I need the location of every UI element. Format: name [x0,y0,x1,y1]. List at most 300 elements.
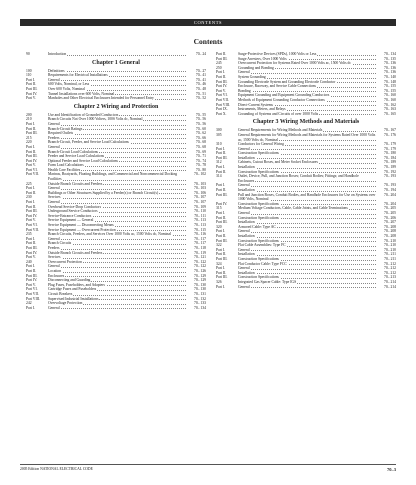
toc-entry-title: Medium Voltage Conductors, Cable, Cable Joints, and Cable Terminations [238,206,348,211]
toc-entry-page: 70– 107 [194,195,206,200]
toc-entry-page: 70– 211 [384,256,396,261]
toc-entry-number: Part VI. [216,93,228,98]
page-title: Contents [193,37,223,46]
toc-entry-number: Part IV. [26,278,38,283]
toc-entry-title: General [238,70,250,75]
toc-entry-title-wrap [238,133,376,142]
toc-entry-page: 70– 62 [195,131,206,136]
toc-entry-number: Part I. [216,247,226,252]
toc-entry-page: 70– 206 [384,215,396,220]
toc-entry-page: 70– 122 [194,264,206,269]
toc-entry-page: 70– 24 [195,52,206,56]
toc-entry-title: Introduction [48,52,67,56]
toc-entry-number: 305 [216,132,222,137]
toc-entry-page: 70– 52 [195,96,206,101]
toc-entry-title-wrap [238,193,376,202]
toc-entry-number: 215 [26,135,32,140]
toc-entry-title: Outlet, Device, Pull, and Junction Boxes; Conduit Bodies; Fittings; and Handhole Enclosures [238,174,359,183]
toc-entry-page: 70– 208 [384,233,396,238]
toc-entry-title: Installation [238,155,255,160]
toc-entry-number: Part III. [216,256,228,261]
toc-entry-title: Installation [238,220,255,225]
toc-entry-title: General [48,236,60,241]
toc-entry-number: Part IV. [26,158,38,163]
toc-entry-title: General [48,200,60,205]
toc-entry-number: Part III. [26,154,38,159]
toc-entry-number: Part III. [216,155,228,160]
toc-entry-number: Part II. [216,233,227,238]
toc-entry-title: Disconnecting and Guarding [48,278,91,283]
toc-entry-title: Feeders [48,245,60,250]
toc-entry-title: Construction Specifications [238,151,279,156]
toc-entry-number: 312 [216,160,222,165]
toc-entry-page: 70– 113 [194,218,206,223]
toc-entry-title: Tunnel Installations over 600 Volts, Nominal [48,91,115,96]
toc-entry-title: Optional Feeder and Service Load Calculations [48,158,118,163]
toc-entry-page: 70– 210 [384,243,396,248]
toc-entry-number: Part III. [26,86,38,91]
toc-entry-page: 70– 136 [384,61,396,66]
toc-entry-page: 70– 107 [194,200,206,205]
toc-entry-page: 70– 179 [384,146,396,151]
toc-entry-number: Part II. [216,74,227,79]
toc-entry-title: Branch Circuits [48,241,72,246]
toc-entry-page: 70– 134 [194,305,206,310]
toc-entry-title: General [48,305,60,310]
toc-entry-number: Part I. [26,264,36,269]
chapter-heading: Chapter 2 Wiring and Protection [73,103,159,110]
toc-entry-page: 70– 162 [384,102,396,107]
toc-entry-title: Underground Service Conductors [48,209,98,214]
toc-entry-page: 70– 117 [194,236,206,241]
toc-entry-page: 70– 189 [384,165,396,170]
toc-entry-number: Part V. [216,88,226,93]
toc-entry-number: 310 [216,142,222,147]
toc-entry-page: 70– 207 [384,220,396,225]
toc-entry-number: Part VIII. [216,102,231,107]
toc-entry-title: General Requirements for Wiring Methods and Materials for Systems Rated Over 1000 Volts ac, 1500 Volts dc, Nominal [238,132,376,142]
toc-entry-number: Part II. [216,169,227,174]
toc-entry-number: Part IV. [216,201,228,206]
toc-entry-page: 70– 122 [194,259,206,264]
toc-entry-page: 70– 136 [384,70,396,75]
toc-entry-title: Direct-Current Systems [238,102,273,107]
toc-entry-title: Construction Specifications [238,256,279,261]
toc-entry-number: 220 [26,140,32,145]
toc-entry-title: Feeders [48,135,60,140]
toc-entry-page: 70– 204 [384,201,396,206]
toc-entry-title: General [238,146,250,151]
toc-entry-page: 70– 176 [384,132,396,137]
toc-entry-number: Part VI. [26,223,38,227]
chapter-heading: Chapter 3 Wiring Methods and Materials [252,119,360,126]
toc-entry-title: System Grounding [238,74,266,79]
toc-entry-number: 320 [216,224,222,229]
toc-entry-page: 70– 41 [195,73,206,78]
toc-entry-number: 90 [26,52,30,56]
toc-entry-number: Part IV. [216,84,228,89]
toc-entry-page: 70– 56 [195,121,206,126]
toc-entry-title: Overvoltage Protection [48,301,83,306]
toc-entry-page: 70– 210 [384,247,396,252]
toc-entry-title: Plug Fuses, Fuseholders, and Adapters [48,282,105,287]
toc-entry-title: Use and Identification of Grounded Conductors [48,112,119,117]
toc-entry-number: Part I. [26,144,36,149]
toc-entry-title: Installation [238,270,255,275]
toc-entry-page: 70– 106 [194,190,206,195]
toc-entry-number: Part IX. [216,107,228,112]
toc-entry-number: Part I. [26,77,36,82]
toc-entry[interactable] [26,52,206,57]
toc-entry-number: Part I. [216,211,226,215]
toc-entry-number: Part I. [216,70,226,75]
toc-entry-number: 324 [216,261,222,266]
toc-entry-page: 70– 208 [384,229,396,234]
toc-entry-title-wrap [48,96,186,101]
toc-entry-title: Health Care Facilities [48,167,81,172]
toc-entry-page: 70– 119 [194,250,206,255]
running-header: CONTENTS [20,19,396,26]
toc-entry-title: Outside Branch Circuits and Feeders [48,250,103,255]
toc-entry-number: Part II. [216,270,227,275]
toc-entry-title: Equipment Grounding and Equipment Grounding Conductors [238,93,330,98]
toc-entry-title: Pull and Junction Boxes, Conduit Bodies, and Handhole Enclosures for Use on Systems over 1000 Volts, Nominal [238,192,376,202]
toc-entry-title: Branch Circuits, Feeders, and Services Over 1000 Volts ac, 1500 Volts dc, Nominal [48,232,172,237]
toc-entry-number: Part I. [216,146,226,151]
toc-entry-page: 70– 208 [384,224,396,229]
toc-entry-page: 70– 129 [194,273,206,278]
toc-entry-page: 70– 180 [384,151,396,156]
toc-entry-page: 70– 205 [384,211,396,215]
toc-entry-title: Armored Cable: Type AC [238,224,276,229]
toc-entry-title: General [238,183,250,188]
toc-entry-page: 70– 109 [194,204,206,209]
toc-entry-page: 70– 212 [384,270,396,275]
toc-entry-title: Over 600 Volts, Nominal [48,86,85,91]
toc-entry-number: Part I. [216,183,226,188]
toc-entry-number: Part IV. [26,213,38,218]
toc-entry-number: Part II. [26,82,37,87]
toc-entry-page: 70– 204 [384,192,396,197]
toc-entry-number: Part II. [26,190,37,195]
toc-entry-page: 70– 165 [384,111,396,116]
toc-entry-title: 600 Volts, Nominal, or Less [48,82,90,87]
toc-entry-page: 70– 68 [195,144,206,149]
toc-entry-page: 70– 136 [384,65,396,70]
toc-entry-number: Part X. [216,111,227,116]
toc-entry-title-wrap [238,174,376,183]
toc-entry-page: 70– 212 [384,261,396,266]
toc-entry-page: 70– 212 [384,266,396,271]
toc-entry-number: Part III. [216,220,228,225]
toc-entry-number: Part VII. [26,172,39,177]
page-number: 70–3 [387,467,396,472]
toc-entry-number: 245 [216,61,222,66]
toc-entry-title: General [48,144,60,149]
toc-entry-title: Overhead Service-Drop Conductors [48,204,102,209]
toc-entry-title: Service Equipment — General [48,218,94,223]
toc-entry-title: Flat Conductor Cable: Type FCC [238,261,287,266]
toc-entry[interactable] [26,96,206,101]
toc-entry-number: Part I. [26,200,36,205]
toc-entry-number: 225 [26,181,32,186]
toc-entry-page: 70– 133 [194,301,206,306]
toc-entry-number: Part I. [26,305,36,310]
toc-entry-page: 70– 155 [384,88,396,93]
toc-entry-page: 70– 78 [195,163,206,168]
toc-entry-page: 70– 160 [384,97,396,102]
toc-entry-title: Marinas, Boatyards, Floating Buildings, and Commercial and Noncommercial Docking Facilities [48,172,178,182]
toc-entry-title: Enclosure, Raceway, and Service Cable Connections [238,84,316,89]
toc-entry-title: Installation [238,188,255,193]
toc-entry-title: General [48,121,60,126]
toc-entry-number: Part V. [26,96,36,101]
toc-entry-number: Part III. [26,245,38,250]
toc-entry-page: 70– 41 [195,77,206,82]
toc-entry-page: 70– 192 [384,169,396,174]
toc-entry-page: 70– 118 [194,245,206,250]
toc-entry-title: General [48,77,60,82]
toc-entry-number: Part VII. [26,227,39,232]
toc-entry-title: Methods of Equipment Grounding Conductor Connections [238,97,325,102]
toc-entry-title-wrap [238,112,376,117]
toc-entry-number: Part II. [216,151,227,156]
toc-entry-title: Overcurrent Protection for Systems Rated Over 1000 Volts ac, 1500 Volts dc [238,61,351,66]
footer-edition: 2005 Edition NATIONAL ELECTRICAL CODE [20,467,93,471]
toc-entry-page: 70– 148 [384,79,396,84]
toc-entry-page: 70– 205 [384,206,396,211]
toc-entry-page: 70– 80 [195,167,206,172]
toc-entry-number: Part II. [26,241,37,246]
toc-entry-title: Services [48,195,61,200]
toc-entry-title: Buildings or Other Structures Supplied by a Feeder(s) or Branch Circuit(s) [48,190,159,195]
toc-entry-number: 250 [216,65,222,70]
toc-entry-page: 70– 46 [195,82,206,87]
toc-entry-page: 70– 160 [384,93,396,98]
toc-entry-page: 70– 179 [384,142,396,147]
toc-entry-number: 322 [216,243,222,248]
toc-entry-number: Part V. [26,255,36,260]
toc-entry-title: Feeder and Service Load Calculations [48,154,105,159]
toc-entry-title: Branch-Circuit Load Calculations [48,149,98,154]
toc-entry-title: Construction Specifications [238,215,279,220]
toc-entry-page: 70– 116 [194,232,206,237]
toc-entry-page: 70– 56 [195,117,206,122]
toc-entry-number: 242 [26,301,32,306]
toc-entry-title: Branch-Circuit Ratings [48,126,83,131]
toc-entry-number: Part I. [216,229,226,234]
toc-entry[interactable] [26,172,206,181]
toc-entry-page: 70– 134 [384,52,396,56]
toc-entry-number: Part I. [26,236,36,241]
toc-entry-title: Service Equipment — Overcurrent Protection [48,227,116,232]
toc-entry-page: 70– 213 [384,275,396,280]
toc-entry-title-wrap [238,285,376,290]
toc-entry-number: Part I. [26,121,36,126]
toc-entry-title: Integrated Gas Spacer Cable: Type IGS [238,279,297,284]
toc-entry[interactable] [216,112,396,117]
toc-entry-page: 70– 131 [194,291,206,296]
toc-entry-page: 70– 126 [194,268,206,273]
toc-entry-page: 70– 110 [194,209,206,214]
toc-entry-page: 70– 60 [195,126,206,131]
toc-entry-title: Requirements for Electrical Installations [48,73,108,78]
chapter-heading: Chapter 1 General [92,59,140,66]
toc-entry-number: Part VI. [26,167,38,172]
toc-entry-number: Part II. [216,52,227,56]
toc-entry[interactable] [216,193,396,202]
toc-entry-number: Part VI. [26,287,38,292]
toc-entry-number: 300 [216,128,222,133]
toc-entry-number: Part V. [26,282,36,287]
toc-entry-number: 100 [26,68,32,73]
toc-entry-page: 70– 69 [195,149,206,154]
toc-entry-number: 314 [216,174,222,179]
toc-entry-page: 70– 135 [384,56,396,61]
toc-entry-number: 315 [216,206,222,211]
toc-entry-title: General [48,186,60,191]
toc-entry-number: 326 [216,279,222,284]
toc-entry-title: Outside Branch Circuits and Feeders [48,181,103,186]
toc-entry-page: 70– 193 [384,183,396,188]
toc-entry-page: 70– 51 [195,91,206,96]
toc-entry-title: Cabinets, Cutout Boxes, and Meter Socket Enclosures [238,160,318,165]
toc-entry-number: Part I. [216,266,226,271]
toc-entry-page: 70– 113 [194,223,206,227]
toc-entry-number: Part II. [26,204,37,209]
toc-entry-page: 70– 130 [194,287,206,292]
toc-entry-number: Part III. [26,273,38,278]
toc-entry-number: 230 [26,195,32,200]
toc-entry-page: 70– 163 [384,107,396,112]
toc-entry-number: Part I. [216,284,226,289]
toc-entry-title: General [238,284,250,289]
toc-entry-page: 70– 103 [194,181,206,186]
toc-entry-page: 70– 71 [195,154,206,159]
toc-entry-title: Required Outlets [48,131,74,136]
toc-left-column [26,52,206,310]
toc-entry-page: 70– 214 [384,284,396,289]
toc-entry-title: Installation [238,233,255,238]
toc-entry-page: 70– 55 [195,112,206,117]
toc-entry-page: 70– 117 [194,241,206,246]
toc-entry-title: Grounding Electrode System and Grounding Electrode Conductor [238,79,336,84]
toc-entry-title: Construction Specifications [238,238,279,243]
toc-entry-number: Part II. [216,215,227,220]
toc-entry[interactable] [216,133,396,142]
toc-entry-number: Part III. [26,131,38,136]
toc-entry-title: General [238,247,250,252]
toc-entry-number: Part I. [216,165,226,170]
toc-entry-number: Part III. [216,192,228,197]
toc-entry-title: Construction Specifications [238,201,279,206]
toc-entry-number: Part II. [26,126,37,131]
toc-entry[interactable] [26,306,206,311]
toc-entry-number: Part II. [216,188,227,193]
toc-entry-title: Bonding [238,88,251,93]
toc-entry-title: General [238,211,250,215]
toc-entry-page: 70– 121 [194,255,206,260]
toc-entry-number: 110 [26,73,32,78]
toc-right-column [216,52,396,289]
toc-entry-title: General [238,266,250,271]
toc-entry-page: 70– 74 [195,158,206,163]
toc-entry-number: Part V. [26,163,36,168]
toc-entry[interactable] [216,285,396,290]
toc-entry-page: 70– 211 [384,252,396,257]
toc-entry-number: Part I. [26,186,36,191]
toc-entry-number: 210 [26,117,32,122]
toc-entry-title: Location [48,268,62,273]
toc-entry-title: Conductors for General Wiring [238,142,284,147]
toc-entry-number: 200 [26,112,32,117]
toc-entry-page: 70– 102 [194,172,206,177]
toc-entry-title: Construction Specifications [238,169,279,174]
toc-entry-title: Farm Load Calculations [48,163,84,168]
toc-entry-page: 70– 66 [195,135,206,140]
toc-entry-number: Part III. [26,209,38,214]
toc-entry-page: 70– 115 [194,227,206,232]
toc-entry-title: Grounding of Systems and Circuits of over 1000 Volts [238,111,319,116]
toc-entry-page: 70– 132 [194,296,206,301]
toc-entry-title: Overcurrent Protection [48,259,82,264]
toc-entry-page: 70– 111 [194,213,206,218]
toc-entry-title: General [238,229,250,234]
toc-entry-page: 70– 193 [384,174,396,179]
toc-entry-title: Grounding and Bonding [238,65,274,70]
toc-entry-title: Cartridge Fuses and Fuseholders [48,287,97,292]
toc-entry-title-wrap [48,52,186,57]
toc-entry-page: 70– 194 [384,188,396,193]
toc-entry-number: Part VII. [26,291,39,296]
toc-entry-number: Part VII. [216,97,229,102]
toc-entry-title: Service-Entrance Conductors [48,213,92,218]
toc-entry-number: Part III. [216,238,228,243]
toc-entry-title: Branch Circuits Not Over 1000 Volters, 100S Volts dc, Nominal [48,117,143,122]
toc-entry-title: Services [48,255,61,260]
toc-entry-page: 70– 167 [384,128,396,133]
toc-entry-number: Part III. [216,56,228,61]
toc-entry-title: Flat Cable Assemblies: Type FC [238,243,286,248]
toc-entry-title: Service Equipment — Disconnecting Means [48,223,114,227]
toc-entry-title: Branch-Circuit, Feeder, and Service Load Calculations [48,140,129,145]
toc-entry-number: Part II. [216,252,227,257]
toc-entry-title-wrap [48,306,186,311]
toc-entry-number: 235 [26,232,32,237]
toc-entry-number: Part IV. [26,250,38,255]
toc-entry-page: 70– 140 [384,74,396,79]
toc-entry-title: Surge Arresters, Over 1000 Volts [238,56,287,61]
toc-entry-title: Installation [238,165,255,170]
toc-entry-number: Part III. [216,79,228,84]
toc-entry-page: 70– 129 [194,278,206,283]
toc-entry-title: Manholes and Other Electrical Enclosures Intended for Personnel Entry [48,96,154,101]
toc-entry-title: Installation [238,252,255,257]
toc-entry-title: Surge-Protective Devices (SPDs), 1000 Volts or Less [238,52,317,56]
toc-entry-page: 70– 48 [195,86,206,91]
toc-entry-page: 70– 155 [384,84,396,89]
toc-entry-title: Construction Specifications [238,275,279,280]
toc-entry-title: Instruments, Meters, and Relays [238,107,286,112]
toc-entry-page: 70– 210 [384,238,396,243]
page-footer [20,464,396,472]
toc-entry-title: Circuit Breakers [48,291,73,296]
toc-entry-page: 70– 27 [195,68,206,73]
toc-entry-number: Part II. [26,268,37,273]
toc-entry-number: Part V. [26,218,36,223]
toc-entry[interactable] [216,174,396,183]
toc-entry-page: 70– 189 [384,160,396,165]
